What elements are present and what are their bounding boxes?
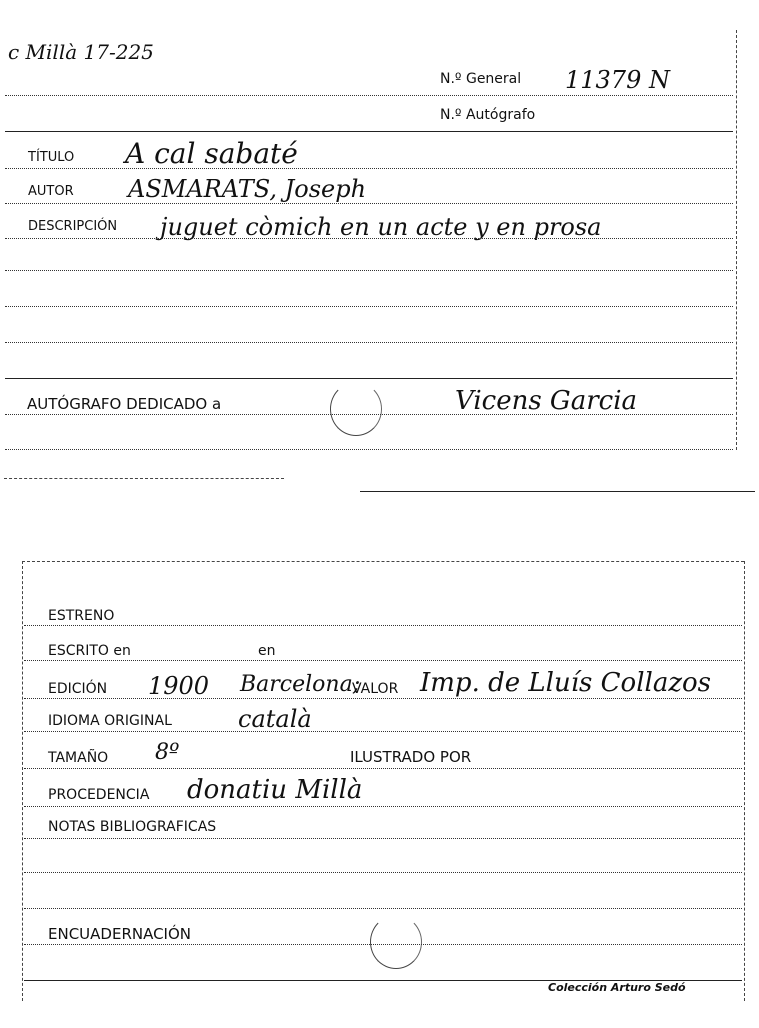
notas-label: NOTAS BIBLIOGRAFICAS [48,819,217,835]
collection-footer: Colección Arturo Sedó [548,981,686,994]
rule-line [24,908,742,909]
punch-hole [370,915,422,969]
idioma-value: català [238,705,312,733]
card-bottom-left-edge [22,561,23,1001]
rule-line [24,698,742,699]
encuadernacion-label: ENCUADERNACIÓN [48,925,192,943]
general-number-label: N.º General [440,71,522,87]
titulo-label: TÍTULO [28,150,75,165]
autor-label: AUTOR [28,184,74,199]
rule-line [5,414,733,415]
card-top-right-edge [736,30,737,450]
card-top-bottom-edge [4,478,284,479]
card-bottom-right-edge [744,561,745,1001]
edicion-place: Barcelona; [240,672,361,697]
rule-line [5,449,733,450]
ilustrado-label: ILUSTRADO POR [350,748,472,766]
edicion-year: 1900 [148,672,210,700]
valor-label: VALOR [352,681,399,697]
idioma-label: IDIOMA ORIGINAL [48,713,172,729]
card-bottom-top-edge [22,561,744,562]
rule-line [24,872,742,873]
rule-line [5,378,733,379]
procedencia-value: donatiu Millà [187,775,363,805]
dedicado-label: AUTÓGRAFO DEDICADO a [27,395,222,413]
autor-value: ASMARATS, Joseph [128,175,367,203]
rule-line [5,131,733,132]
autografo-number-label: N.º Autógrafo [440,107,536,123]
rule-line [5,203,733,204]
rule-line [24,768,742,769]
escrito-en-label: en [258,643,276,659]
escrito-label: ESCRITO en [48,643,131,659]
dedicado-value: Vicens Garcia [455,386,638,416]
rule-line [5,95,733,96]
descripcion-value: juguet còmich en un acte y en prosa [160,213,602,241]
punch-hole [330,382,382,436]
rule-line [5,270,733,271]
estreno-label: ESTRENO [48,608,115,624]
general-number-value: 11379 N [565,66,670,94]
descripcion-label: DESCRIPCIÓN [28,219,118,234]
titulo-value: A cal sabaté [125,137,298,170]
tamano-label: TAMAÑO [48,750,109,766]
rule-line [5,238,733,239]
rule-line [24,660,742,661]
rule-line [5,342,733,343]
card-separator-line [360,491,755,492]
rule-line [24,806,742,807]
rule-line [5,306,733,307]
rule-line [24,625,742,626]
tamano-value: 8º [155,740,180,765]
rule-line [24,944,742,945]
reference-number: c Millà 17-225 [8,40,154,64]
rule-line [24,838,742,839]
procedencia-label: PROCEDENCIA [48,787,150,803]
rule-line [5,168,733,169]
rule-line [24,731,742,732]
valor-value: Imp. de Lluís Collazos [420,668,712,698]
edicion-label: EDICIÓN [48,681,108,697]
